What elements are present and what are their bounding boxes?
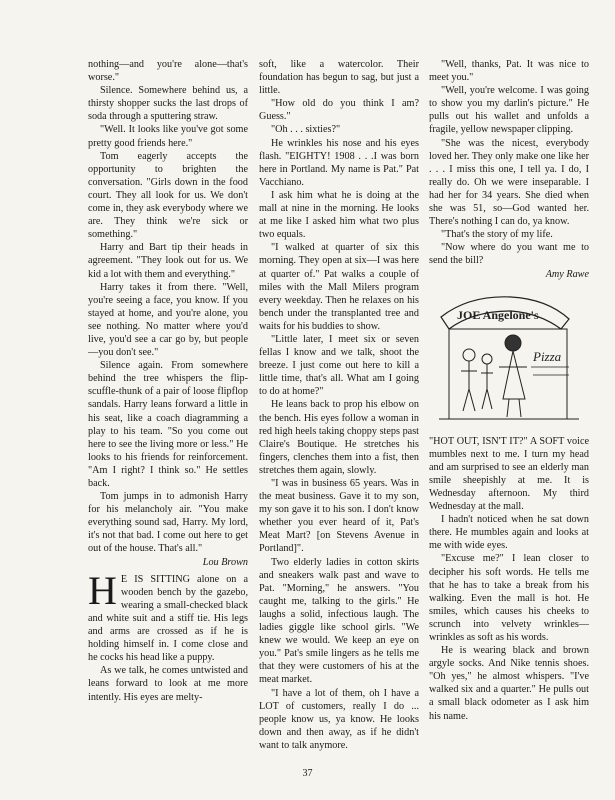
- shop-sign-text: JOE Angelone's: [457, 307, 539, 322]
- paragraph: [88, 567, 248, 665]
- paragraph: "Oh . . . sixties?": [271, 124, 341, 136]
- column-1: [88, 58, 248, 704]
- paragraph-text: E IS SITTING alone on a wooden bench by the gazebo, wearing a small-checked black and white suit and a stiff tie. His legs and arms are crossed as if he is holding himself in. I come close and he cocks his head like a puppy.: [88, 573, 248, 664]
- paragraph: Harry and Bart tip their heads in agreement. "They look out for us. We kid a lot with them and everything.": [88, 242, 248, 280]
- child-figure: [461, 361, 477, 411]
- drop-cap: H: [88, 567, 117, 613]
- paragraph: I ask him what he is doing at the mall at nine in the morning. He looks at me like I asked him what two plus two equals.: [259, 189, 419, 241]
- paragraph: Silence again. From somewhere behind the tree whispers the flip-scuffle-thunk of a pair of loose flipflop sandals. Harry leans forward a little in his seat, like a coach diagramming a play to his team. "So you come out here to see the living more or less." He looks to his friends for reinforcement. "Am I right? I think so." He settles back.: [88, 360, 248, 489]
- paragraph: "Little later, I meet six or seven fellas I know and we talk, shoot the breeze. I just come out here to kill a little time, that's all. What am I going to do at home?": [259, 333, 419, 398]
- paragraph: Silence. Somewhere behind us, a thirsty shopper sucks the last drops of soda through a sputtering straw.: [88, 85, 248, 123]
- child-head-icon: [463, 349, 475, 361]
- pizza-text: Pizza: [533, 348, 562, 364]
- paragraph: "I was in business 65 years. Was in the meat business. Gave it to my son, my son gave it to his son. I don't know whether you ever heard of it, Pat's Meat Mart? [on Stevens Avenue in Portland]".: [259, 478, 419, 555]
- paragraph: Tom jumps in to admonish Harry for his melancholy air. "You make everything sound sad, Harry. My lord, it's not that bad. I come out here to get out of the house. That's all.": [88, 491, 248, 555]
- page-number: 37: [302, 768, 313, 779]
- pizza-shop-illustration: [429, 285, 589, 425]
- paragraph: soft, like a watercolor. Their foundation has begun to sag, but just a little.: [259, 59, 419, 97]
- child-head-icon: [482, 354, 492, 364]
- paragraph: Tom eagerly accepts the opportunity to brighten the conversation. "Girls down in the food court. They all look for us. We don't come in, they ask everybody where we are. They think we're sick or something.": [88, 150, 248, 241]
- column-2: [259, 58, 419, 752]
- paragraph: "Well, you're welcome. I was going to show you my darlin's picture." He pulls out his wallet and unfolds a fragile, yellow newspaper clipping.: [429, 85, 589, 136]
- adult-head-icon: [505, 335, 521, 351]
- paragraph: "Well, thanks, Pat. It was nice to meet you.": [429, 59, 589, 84]
- column-3: [429, 58, 589, 723]
- paragraph: "Well. It looks like you've got some pretty good friends here.": [88, 124, 248, 149]
- paragraph: "Now where do you want me to send the bill?: [429, 242, 589, 267]
- paragraph: Harry takes it from there. "Well, you're seeing a face, you know. If you stayed at home, and you're alone, you see nothing. No matter where you'd live, you'd see a car go by, but people—you don't see.": [88, 281, 248, 359]
- paragraph: "I have a lot of them, oh I have a LOT of customers, really I do ... people know us, ya know. He looks down and then away, as if he didn't want to talk anymore.: [259, 687, 419, 751]
- paragraph: Two elderly ladies in cotton skirts and sneakers walk past and wave to Pat. "Morning," he answers. "You caught me, talking to the girls." He laughs a solid, infectious laugh. The ladies giggle like school girls. "We knew we would. We keep an eye on you." Pat's smile lingers as he tells me that they were customers of his at the meat market.: [259, 556, 419, 686]
- child-figure: [481, 364, 493, 409]
- adult-dress: [503, 351, 525, 399]
- paragraph: He wrinkles his nose and his eyes flash. "EIGHTY! 1908 . . .I was born here in Portland. My name is Pat." Pat Vacchiano.: [259, 137, 419, 188]
- awning-lines: [531, 367, 569, 375]
- paragraph: He leans back to prop his elbow on the bench. His eyes follow a woman in red high heels taking choppy steps past Claire's Boutique. He stretches his fingers, clenches them into a fist, then stretches them again, slowly.: [259, 399, 419, 476]
- paragraph: As we talk, he comes untwisted and leans forward to look at me more intently. His eyes are melty-: [88, 665, 248, 703]
- author-signature: Lou Brown: [202, 556, 248, 568]
- paragraph: "That's the story of my life.: [441, 229, 553, 241]
- paragraph: nothing—and you're alone—that's worse.": [88, 59, 248, 84]
- paragraph: I hadn't noticed when he sat down there. He mumbles again and looks at me with wide eyes.: [429, 514, 589, 552]
- paragraph: "HOT OUT, ISN'T IT?" A SOFT voice mumbles next to me. I turn my head and am surprised to see an elderly man smile sheepishly at me. It is Wednesday afternoon. My third Wednesday at the mall.: [429, 435, 589, 513]
- paragraph: "Excuse me?" I lean closer to decipher his soft words. He tells me that he has to take a break from his walking. Even the mall is hot. He smiles, which causes his cheeks to scrunch into velvety wrinkles—wrinkles as soft as his words.: [429, 553, 589, 643]
- paragraph: "She was the nicest, everybody loved her. They only make one like her . . . I miss this one, I tell ya. I do, I really do. Oh we were inseparable. I had her for 34 years. She died when she was 51, so—God wanted her. There's nothing I can do, ya know.: [429, 137, 589, 228]
- author-signature: Amy Rawe: [545, 268, 589, 280]
- paragraph: "How old do you think I am? Guess.": [259, 98, 419, 123]
- paragraph: He is wearing black and brown argyle socks. And Nike tennis shoes. "Oh yes," he almost whispers. "I've walked six and a quarter." He pulls out a small black odometer as I ask him his name.: [429, 645, 589, 722]
- paragraph: "I walked at quarter of six this morning. They open at six—I was here at quarter of." Pat walks a couple of miles with the Mall Milers program every weekday. Then he relaxes on his bench under the transplanted tree and waits for his buddies to show.: [259, 242, 419, 332]
